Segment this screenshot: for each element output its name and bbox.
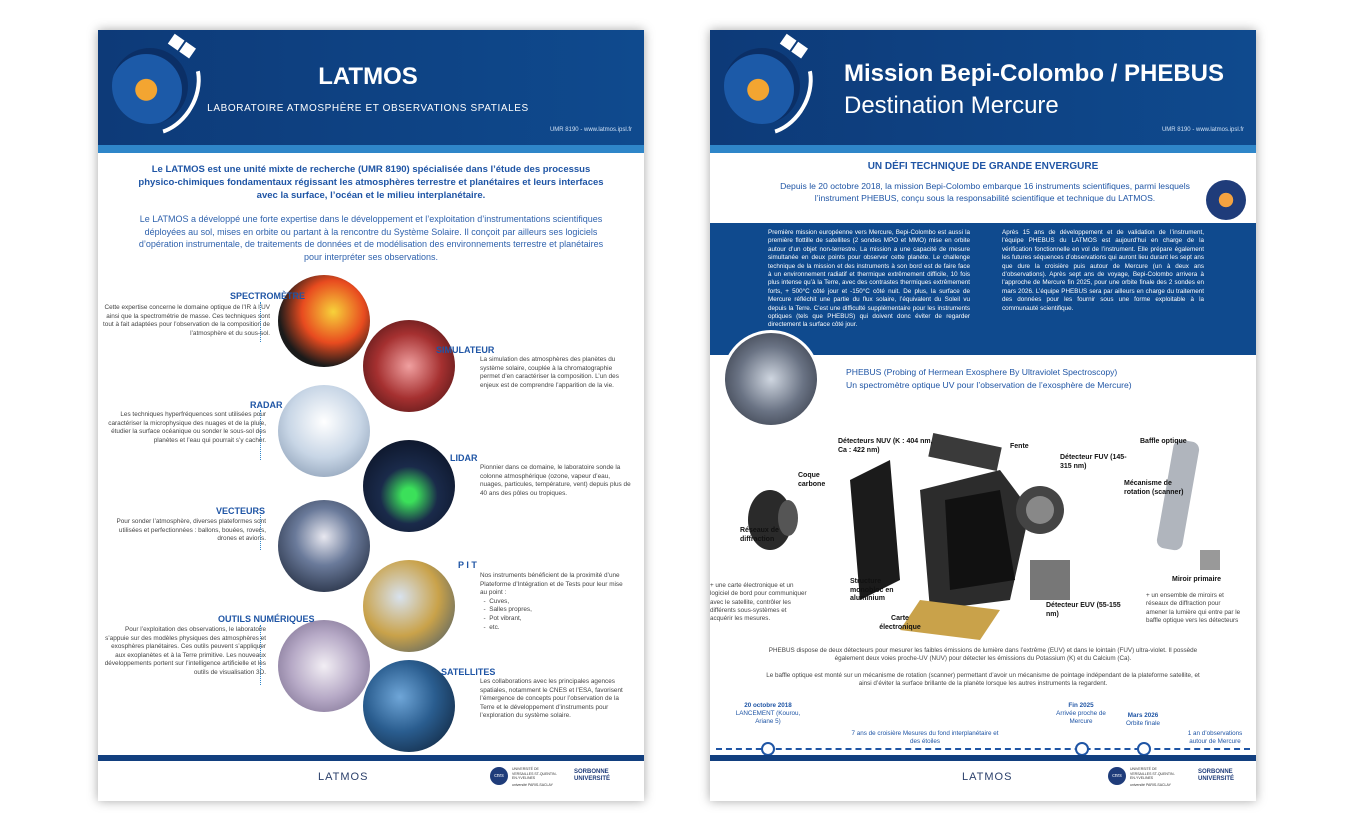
timeline-label: LANCEMENT (Kourou, Ariane 5)	[735, 710, 801, 725]
nuv-detector-shape	[928, 433, 1001, 471]
footer-latmos-logo: LATMOS	[962, 771, 1013, 783]
section-text-simulateur: La simulation des atmosphères des planètes du système solaire, couplée à la chromatographie permet d’en caractériser la composition. L’un des enjeux est de comprendre l’apparition de la vie.	[480, 356, 619, 389]
umr-link: UMR 8190 - www.latmos.ipsl.fr	[1161, 127, 1244, 133]
label-meca: Mécanisme de rotation (scanner)	[1124, 480, 1184, 496]
timeline-event	[730, 702, 806, 726]
cnrs-logo: cnrs	[1108, 767, 1126, 785]
balloon-photo	[278, 500, 370, 592]
poster-header	[98, 30, 644, 145]
section-text-satellites: Les collaborations avec les principales agences spatiales, notamment le CNES et l’ESA, favorisent l’émergence de concepts pour l’observation de la Terre et le développement d’instruments pour l’exploration du système solaire.	[480, 678, 623, 720]
intro-text: Depuis le 20 octobre 2018, la mission Bepi-Colombo embarque 16 instruments scientifiques, parmi lesquels l’instrument PHEBUS, conçu sous la responsabilité scientifique et technique du LATMOS.	[780, 181, 1190, 203]
section-title-radar: RADAR	[250, 400, 283, 410]
pit-item: Cuves,	[489, 597, 510, 605]
timeline-event	[1120, 712, 1166, 728]
lidar-photo	[363, 440, 455, 532]
umr-link: UMR 8190 - www.latmos.ipsl.fr	[549, 127, 632, 133]
sorbonne-logo: SORBONNE UNIVERSITÉ	[574, 769, 611, 782]
poster-subtitle: LABORATOIRE ATMOSPHÈRE ET OBSERVATIONS SPATIALES	[207, 103, 529, 114]
euv-detector-shape	[1030, 560, 1070, 600]
poster-latmos	[98, 30, 644, 801]
swoosh-icon	[713, 30, 830, 151]
scanner-inner-shape	[1026, 496, 1054, 524]
section-text-outils: Pour l’exploitation des observations, le laboratoire s’appuie sur des modèles physiques des atmosphères et exosphères planétaires. Ces outils peuvent s’appliquer aux exoplanètes et à la Terre primitive. Les nouveaux développements portent sur l’intelligence artificielle et les outils de visualisation 3D.	[104, 626, 266, 676]
intro-text: Le LATMOS a développé une forte expertise dans le développement et l’exploitation d’instrumentations scientifiques déployées au sol, mises en orbite ou partant à la rencontre du Système Solaire. Il conçoit par ailleurs ses logiciels d’opération instrumentale, de traitements de données et de modélisation des environnements terrestre et planétaires pour interpréter ses observations.	[138, 214, 604, 262]
header-divider	[98, 145, 644, 153]
timeline-event	[1056, 702, 1106, 726]
timeline-event: 1 an d’observations autour de Mercure	[1187, 730, 1243, 745]
section-title-simulateur: SIMULATEUR	[436, 345, 495, 355]
sorbonne-logo: SORBONNE UNIVERSITÉ	[1198, 769, 1235, 782]
label-reseaux: Réseaux de diffraction	[740, 527, 779, 543]
note-right: + un ensemble de miroirs et réseaux de diffraction pour amener la lumière qui entre par le baffle optique vers les détecteurs	[1146, 592, 1241, 624]
section-text-spectrometre: Cette expertise concerne le domaine optique de l’IR à l’UV ainsi que la spectrométrie de masse. Ces techniques sont tout à fait adaptées pour l’observation de la composition de l’atmosphère et du sous-sol.	[103, 304, 270, 337]
pit-photo	[363, 560, 455, 652]
poster-bepi-colombo	[710, 30, 1256, 801]
uvsq-logo: UNIVERSITÉ DE VERSAILLES ST-QUENTIN-EN-YVELINES	[1130, 767, 1175, 780]
spectrometer-photo	[278, 275, 370, 367]
section-text-pit: Nos instruments bénéficient de la proximité d’une Plateforme d’Intégration et de Tests pour leur mise au point : - Cuves, - Salles propres, - Pot vibrant, - etc.	[480, 572, 623, 631]
timeline-date: Mars 2026	[1127, 712, 1159, 719]
phebus-subtitle: Un spectromètre optique UV pour l’observation de l’exosphère de Mercure)	[846, 380, 1132, 390]
poster-footer	[710, 755, 1256, 801]
section-text-radar: Les techniques hyperfréquences sont utilisées pour caractériser la microphysique des nuages et de la pluie, étudier la surface océanique ou sonder le sous-sol des planètes et l’eau qui pourrait s’y cacher.	[108, 411, 266, 444]
dotted-rule	[260, 410, 261, 460]
timeline-label: Arrivée proche de Mercure	[1056, 710, 1106, 725]
section-heading: UN DÉFI TECHNIQUE DE GRANDE ENVERGURE	[867, 161, 1099, 172]
label-nuv: Détecteurs NUV (K : 404 nm, Ca : 422 nm)	[838, 438, 933, 454]
label-miroir: Miroir primaire	[1172, 576, 1222, 583]
section-text-vecteurs: Pour sonder l’atmosphère, diverses plateformes sont utilisées et perfectionnées : ballons, bouées, rovers, drones et avions.	[116, 518, 266, 543]
timeline-date: Fin 2025	[1068, 702, 1094, 709]
section-title-vecteurs: VECTEURS	[216, 506, 266, 516]
pit-intro: Nos instruments bénéficient de la proximité d’une Plateforme d’Intégration et de Tests pour leur mise au point :	[480, 572, 623, 597]
footer-latmos-logo: LATMOS	[318, 771, 369, 783]
timeline-line	[716, 748, 1250, 750]
radar-photo	[278, 385, 370, 477]
note-left: + une carte électronique et un logiciel de bord pour communiquer avec le satellite, contrôler les différents sous-systèmes et acquérir les mesures.	[710, 582, 807, 623]
miroir-shape	[1200, 550, 1220, 570]
paragraph-1: PHEBUS dispose de deux détecteurs pour mesurer les faibles émissions de lumière dans l’extrême (EUV) et dans le lointain (FUV) ultra-violet. Il possède également deux voies proche-UV (NUV) pour détecter les émissions du Potassium (K) et du Calcium (Ca).	[768, 647, 1198, 663]
poster-subtitle: Destination Mercure	[844, 92, 1059, 119]
poster-title: Mission Bepi-Colombo / PHEBUS	[844, 60, 1225, 87]
section-title-lidar: LIDAR	[450, 453, 478, 463]
column-right: Après 15 ans de développement et de validation de l’instrument, l’équipe PHEBUS du LATMOS est aujourd’hui en charge de la vérification fonctionnelle en vol de l’instrument. Elle prépare également les futures séquences d’observations qui auront lieu durant les sept ans que dure la croisière puis autour de Mercure (un à deux ans d’observations). Après sept ans de voyage, Bepi-Colombo arrivera à l’approche de Mercure fin 2025, pour une orbite finale des 2 sondes en mars 2026. L’équipe PHEBUS sera par ailleurs en charge du traitement des données pour les fournir sous une forme exploitable à la communauté scientifique.	[1002, 229, 1204, 312]
intro-bold: Le LATMOS est une unité mixte de recherche (UMR 8190) spécialisée dans l’étude des processus physico-chimiques fondamentaux régissant les atmosphères terrestre et planétaires et leurs interfaces avec la surface, l’océan et le milieu interplanétaire.	[138, 164, 604, 201]
paris-saclay-logo: université PARIS-SACLAY	[1130, 783, 1171, 787]
paragraph-2: Le baffle optique est monté sur un mécanisme de rotation (scanner) permettant d’avoir un mécanisme de pointage indépendant de la plateforme satellite, et ainsi d’éviter la surface brillante de la planète lorsque les autres instruments la regardent.	[766, 672, 1200, 688]
label-structure: Structure monobloc en aluminium	[850, 578, 894, 602]
mission-badge-icon	[1206, 180, 1246, 220]
poster-title: LATMOS	[318, 63, 418, 90]
pit-item: Salles propres,	[489, 606, 532, 614]
dotted-rule	[260, 515, 261, 550]
timeline-label: Orbite finale	[1126, 720, 1160, 727]
simulator-photo	[363, 320, 455, 412]
section-title-spectrometre: SPECTROMÈTRE	[230, 291, 306, 301]
poster-header	[710, 30, 1256, 145]
phebus-title: PHEBUS (Probing of Hermean Exosphere By Ultraviolet Spectroscopy)	[846, 367, 1118, 377]
pit-item: etc.	[489, 623, 500, 631]
label-coque: Coque carbone	[798, 472, 826, 488]
swoosh-icon	[101, 30, 218, 151]
paris-saclay-logo: université PARIS-SACLAY	[512, 783, 553, 787]
timeline-dot	[761, 742, 775, 756]
timeline-date: 20 octobre 2018	[744, 702, 792, 709]
section-text-lidar: Pionnier dans ce domaine, le laboratoire sonde la colonne atmosphérique (ozone, vapeur d’eau, nuages, particules, température, vent) depuis plus de 40 ans des pôles ou tropiques.	[480, 464, 631, 497]
label-baffle: Baffle optique	[1140, 438, 1187, 445]
timeline-event: 7 ans de croisière Mesures du fond interplanétaire et des étoiles	[851, 730, 999, 745]
dotted-rule	[260, 302, 261, 342]
timeline-dot	[1137, 742, 1151, 756]
pit-item: Pot vibrant,	[489, 614, 522, 622]
section-title-satellites: SATELLITES	[441, 667, 496, 677]
poster-footer	[98, 755, 644, 801]
section-title-outils: OUTILS NUMÉRIQUES	[218, 614, 315, 624]
label-euv: Détecteur EUV (55-155 nm)	[1046, 602, 1121, 618]
column-left: Première mission européenne vers Mercure, Bepi-Colombo est aussi la première flottille de satellites (2 sondes MPO et MMO) mise en orbite autour d’un objet non-terrestre. La mission a une capacité de mesure simultanée en deux points pour observer cette planète. Le challenge technique de la mission et des instruments à son bord est de faire face à un environnement radiatif et thermique extrêmement difficile, 10 fois plus intense qu’à la Terre, avec des contrastes thermiques extrêmement forts, + 500°C côté jour et -150°C côté nuit. De plus, la surface de Mercure réfléchit une partie du flux solaire, l’équivalent du Soleil vu depuis la Terre. C’est une difficulté supplémentaire pour les instruments optiques (tels que PHEBUS) qui doivent donc éviter de regarder directement la surface côté jour.	[768, 229, 970, 329]
label-carte: Carte électronique	[879, 615, 921, 631]
section-title-pit: P I T	[458, 560, 477, 570]
uvsq-logo: UNIVERSITÉ DE VERSAILLES ST-QUENTIN-EN-YVELINES	[512, 767, 557, 780]
label-fuv: Détecteur FUV (145-315 nm)	[1060, 454, 1127, 470]
timeline-dot	[1075, 742, 1089, 756]
header-divider	[710, 145, 1256, 153]
label-fente: Fente	[1010, 443, 1029, 450]
cnrs-logo: cnrs	[490, 767, 508, 785]
dotted-rule	[260, 625, 261, 685]
numerical-photo	[278, 620, 370, 712]
